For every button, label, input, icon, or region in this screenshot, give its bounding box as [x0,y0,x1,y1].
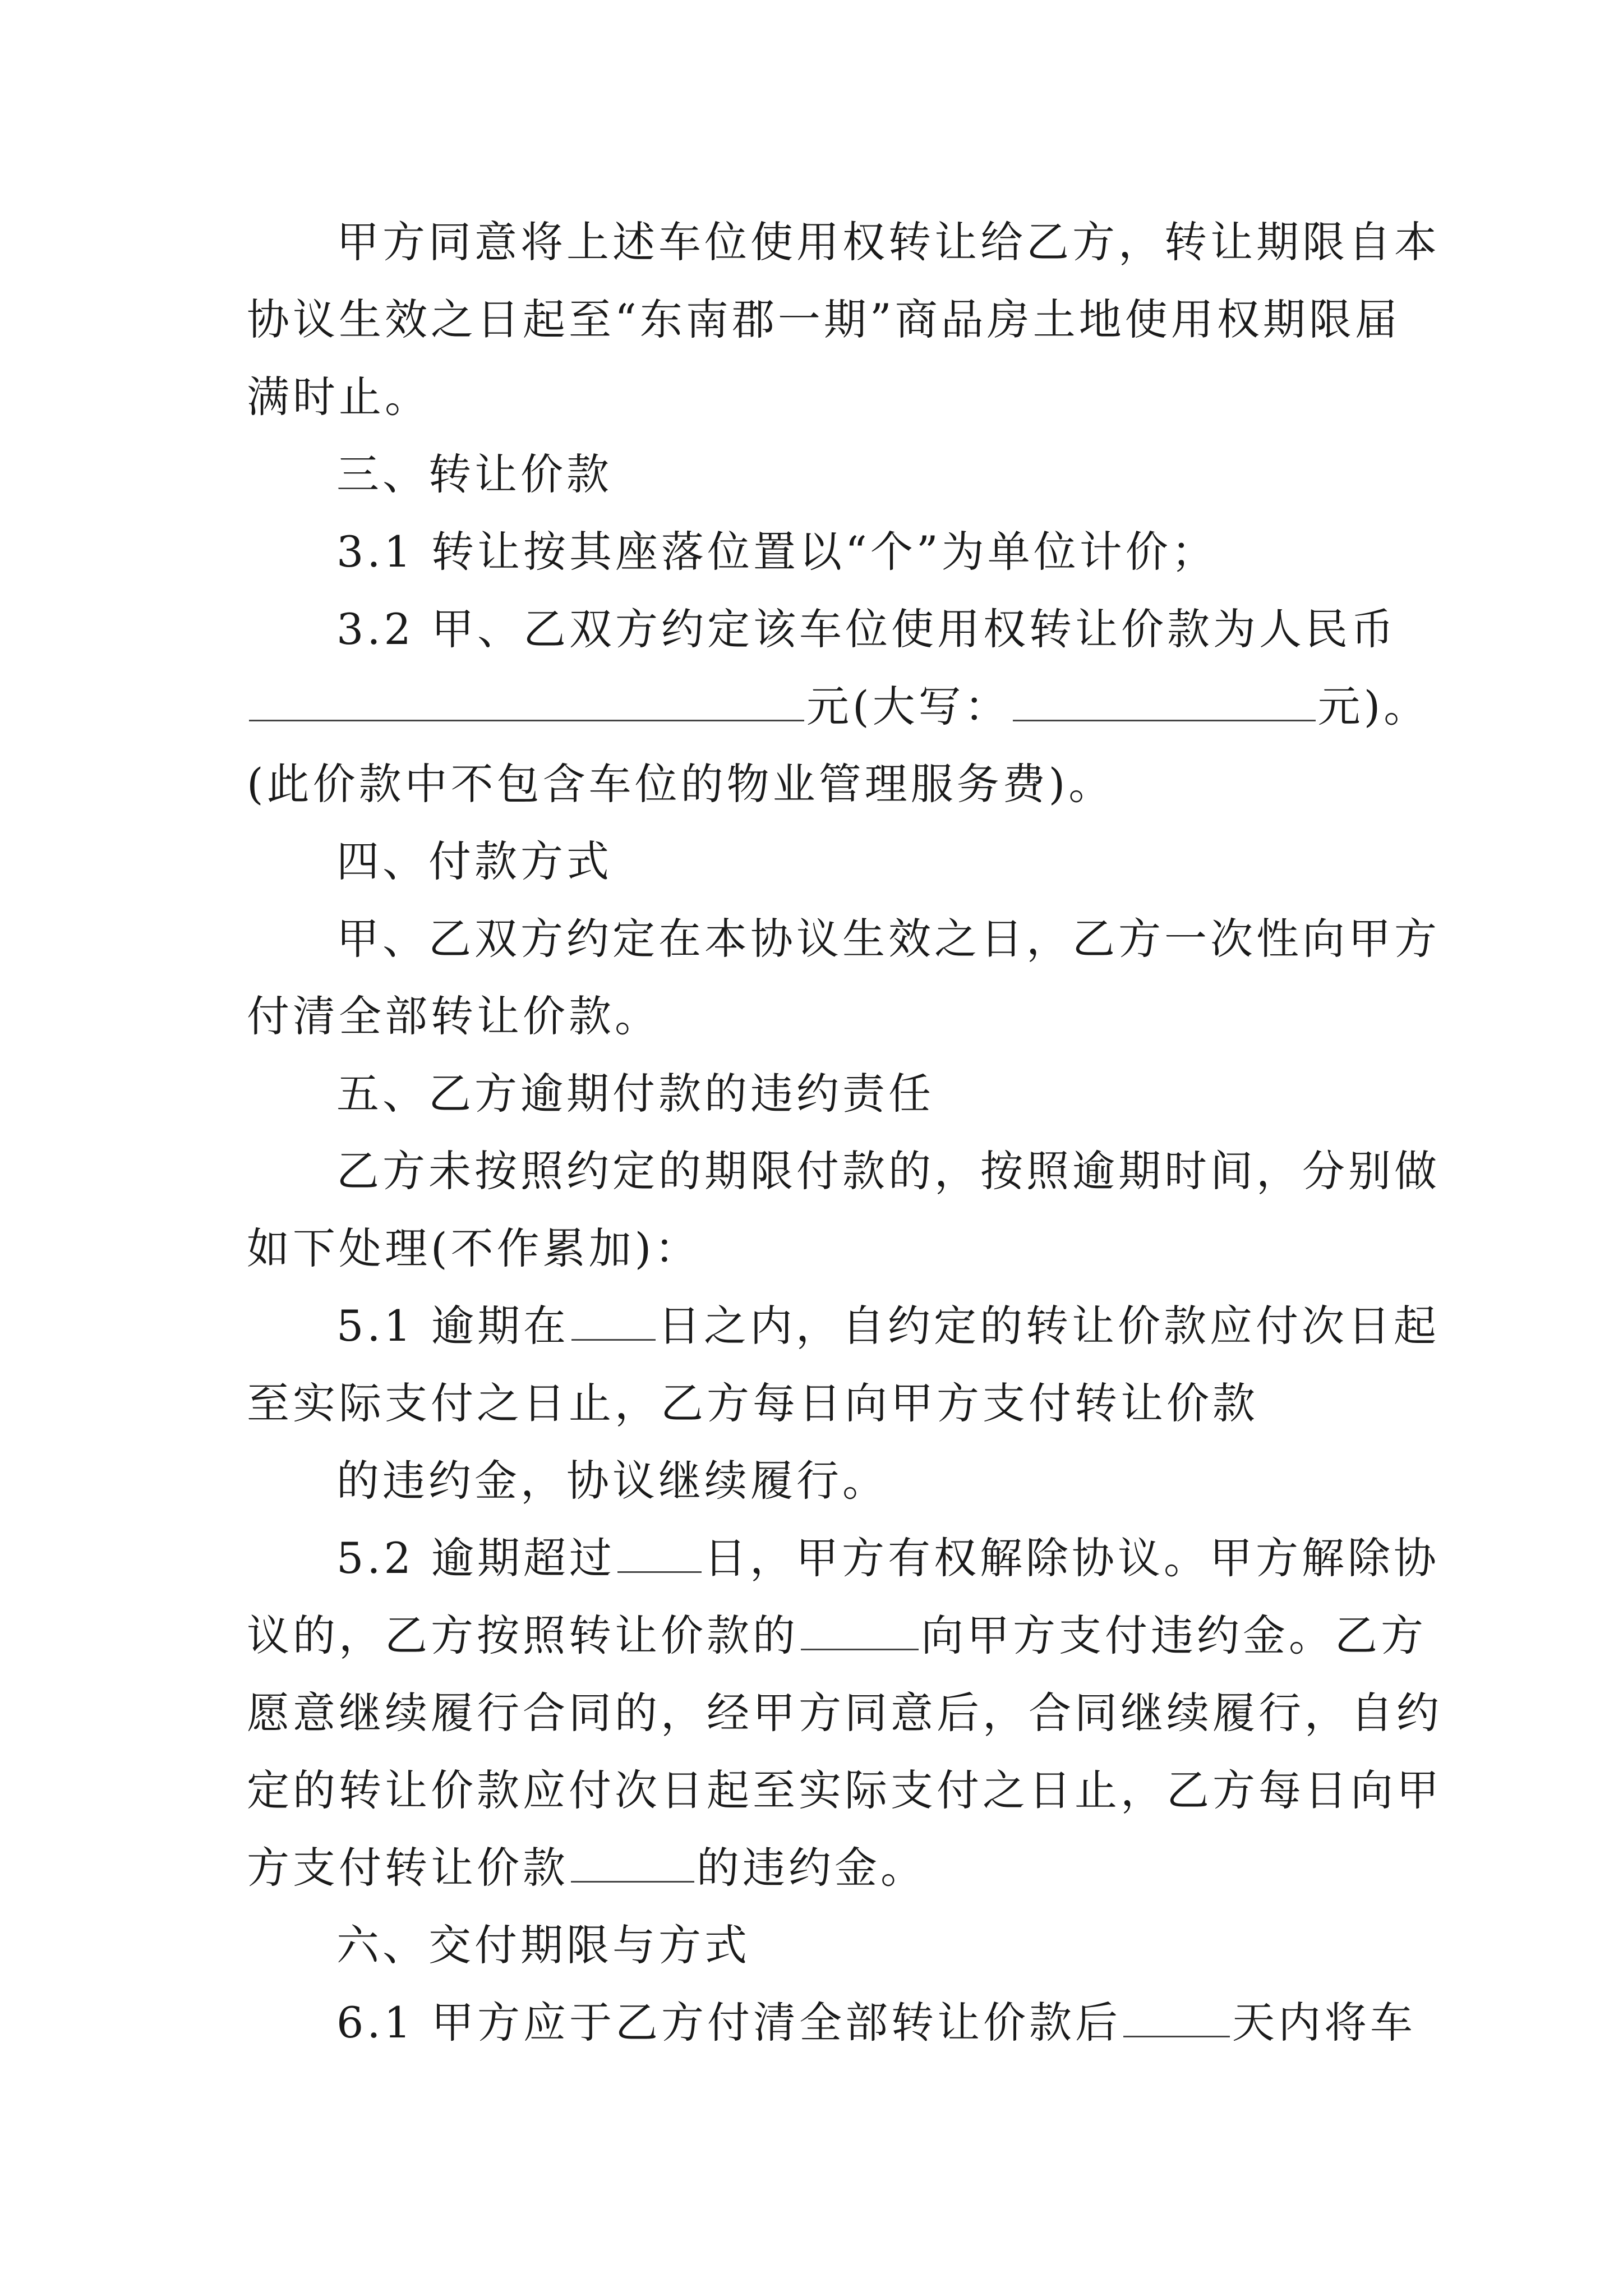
text: 付清全部转让价款。 [247,991,661,1041]
text: 议的，乙方按照转让价款的 [247,1611,799,1660]
paragraph-line [247,286,1401,353]
clause-line [336,1292,1440,1360]
text: 愿意继续履行合同的，经甲方同意后，合同继续履行，自约 [247,1688,1442,1738]
clause-line [247,1757,1442,1824]
text: 5.1 逾期在 [336,1301,570,1351]
text: 向甲方支付违约金。乙方 [921,1611,1427,1660]
text: 元(大写： [806,682,1011,731]
section-heading [336,441,612,508]
text: 的违约金。 [697,1843,926,1893]
fill-in-blank[interactable] [1123,1996,1230,2037]
clause-line [336,905,1440,973]
text: 3.1 转让按其座落位置以“个”为单位计价； [336,527,1218,577]
paragraph-line [247,364,431,431]
clause-line [247,1834,926,1902]
text: 日，甲方有权解除协议。甲方解除协 [704,1533,1440,1583]
section-heading [336,1060,934,1128]
clause-line [336,1447,888,1515]
section-heading [336,1912,750,1979]
clause-line [247,1370,1258,1437]
text: 的违约金，协议继续履行。 [336,1456,888,1506]
fill-in-blank[interactable] [801,1609,919,1650]
clause-line [336,1989,1416,2056]
text: 如下处理(不作累加)： [247,1223,701,1273]
clause-line [247,1680,1442,1747]
clause-line [247,751,1114,818]
section-heading [336,828,612,895]
text: 至实际支付之日止，乙方每日向甲方支付转让价款 [247,1378,1258,1428]
text: 乙方未按照约定的期限付款的，按照逾期时间，分别做 [336,1146,1440,1196]
text: (此价款中不包含车位的物业管理服务费)。 [247,759,1115,809]
text: 甲、乙双方约定在本协议生效之日，乙方一次性向甲方 [336,914,1440,964]
text: 5.2 逾期超过 [336,1533,616,1583]
heading-text: 六、交付期限与方式 [336,1920,750,1970]
text: 3.2 甲、乙双方约定该车位使用权转让价款为人民币 [336,604,1398,654]
text: 天内将车 [1232,1998,1417,2047]
clause-line [247,1602,1427,1669]
heading-text: 三、转让价款 [336,449,612,499]
fill-in-blank[interactable] [617,1532,702,1573]
fill-in-blank[interactable] [249,680,804,721]
clause-line [247,983,661,1050]
clause-line [336,596,1397,663]
text: 定的转让价款应付次日起至实际支付之日止，乙方每日向甲 [247,1765,1442,1815]
text: 6.1 甲方应于乙方付清全部转让价款后 [336,1998,1122,2047]
text: 满时止。 [247,372,431,422]
clause-line [336,518,1218,586]
heading-text: 五、乙方逾期付款的违约责任 [336,1069,934,1119]
text: 协议生效之日起至“东南郡一期”商品房土地使用权期限届 [247,295,1401,344]
text: 日之内，自约定的转让价款应付次日起 [658,1301,1440,1351]
fill-in-blank[interactable] [1013,680,1316,721]
clause-line [336,1138,1440,1205]
fill-in-blank[interactable] [571,1300,656,1341]
clause-line [247,1215,700,1282]
heading-text: 四、付款方式 [336,836,612,886]
paragraph-line [336,209,1440,276]
text: 甲方同意将上述车位使用权转让给乙方，转让期限自本 [336,217,1440,267]
text: 方支付转让价款 [247,1843,569,1893]
fill-in-blank[interactable] [571,1842,694,1883]
clause-line [247,673,1430,740]
text: 元)。 [1317,682,1430,731]
clause-line [336,1525,1440,1592]
